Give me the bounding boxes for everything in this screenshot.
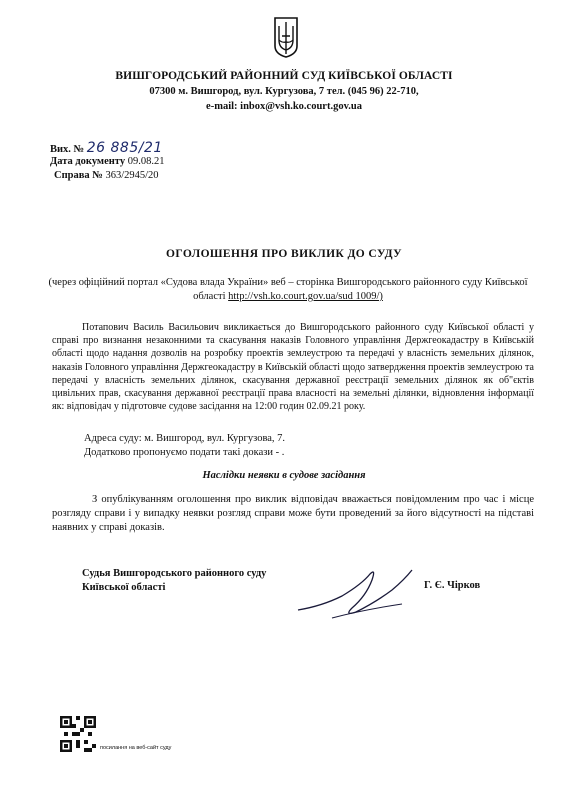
date-label: Дата документу [50,156,126,167]
consequences-text: З опублікуванням оголошення про виклик відповідач вважається повідомленим про час і місце розгляду справи і у випадку неявки розгляд справи може бути проведений за його відсутності на підставі наявних у справі доказів. [52,494,534,533]
consequences-paragraph [52,493,534,535]
consequences-title: Наслідки неявки в судове засідання [202,470,366,481]
summons-paragraph [52,321,534,413]
court-name: ВИШГОРОДСЬКИЙ РАЙОННИЙ СУД КИЇВСЬКОЇ ОБЛАСТІ [115,70,453,82]
summons-text: Потапович Василь Васильович викликається до Вишгородського районного суду Київської області у справі про визнання незаконними та скасування наказів Головного управління Держгеокадастру в Київській області щодо надання дозволів на розробку проектів землеустрою та передачі у власність земельних ділянок, наказів Головного управління Держгеокадастру в Київській області щодо затвердження проектів землеустрою та передачі у власність земельних ділянок, скасування державної реєстрації земельних ділянок як об"єктів цивільних прав, скасування державної реєстрації права власності на земельні ділянки, відновлення інформації як: відповідач у підготовче судове засідання на 12:00 годин 02.09.21 року. [52,322,534,413]
subtitle-text: (через офіційний портал «Судова влада України» веб – сторінка Вишгородського районного суду Київської області [48,277,528,302]
outgoing-number-row [50,140,163,156]
case-number-row [54,170,159,181]
court-address: 07300 м. Вишгород, вул. Кургузова, 7 тел. (045 96) 22-710, [149,86,419,97]
qr-caption: посилання на веб-сайт суду [100,745,172,751]
judge-position: Судья Вишгородського районного суду Київської області [82,568,267,593]
date-value: 09.08.21 [127,156,165,167]
outgoing-label: Вих. № [50,144,85,155]
case-value: 363/2945/20 [105,170,159,181]
notice-subtitle [48,276,528,304]
court-website-link[interactable]: http://vsh.ko.court.gov.ua/sud 1009/) [228,291,383,302]
court-address-line: Адреса суду: м. Вишгород, вул. Кургузова, 7. [84,433,286,444]
notice-title: ОГОЛОШЕННЯ ПРО ВИКЛИК ДО СУДУ [166,248,402,260]
document-date-row [50,156,164,167]
judge-name: Г. Є. Чірков [424,580,481,591]
outgoing-number: 26 885/21 [86,140,163,156]
court-email: e-mail: inbox@vsh.ko.court.gov.ua [206,101,362,112]
coat-of-arms-emblem [273,16,299,58]
handwritten-signature [292,560,422,625]
qr-code [60,716,96,752]
case-label: Справа № [54,170,103,181]
evidence-line: Додатково пропонуємо подати такі докази - . [84,447,285,458]
